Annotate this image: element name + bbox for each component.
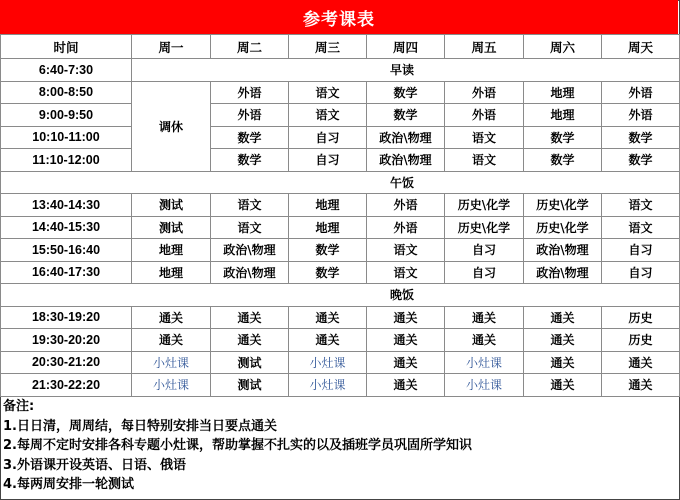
- cell-wednesday: 通关: [289, 329, 367, 352]
- cell-tuesday: 数学: [211, 149, 289, 172]
- header-row: [1, 35, 680, 59]
- notes-heading: 备注:: [3, 399, 35, 414]
- notes-section: [3, 397, 673, 495]
- cell-wednesday: 语文: [289, 104, 367, 127]
- table-row: [1, 81, 680, 104]
- cell-friday: 自习: [445, 261, 524, 284]
- column-header-saturday: 周六: [524, 35, 602, 59]
- column-header-monday: 周一: [132, 35, 211, 59]
- cell-wednesday: 数学: [289, 239, 367, 262]
- cell-sunday: 通关: [602, 374, 680, 397]
- cell-thursday: 政治\物理: [367, 149, 445, 172]
- table-row: [1, 194, 680, 217]
- table-row: [1, 329, 680, 352]
- time-cell: 11:10-12:00: [1, 149, 132, 172]
- cell-thursday: 通关: [367, 374, 445, 397]
- cell-sunday: 语文: [602, 216, 680, 239]
- cell-monday: 通关: [132, 329, 211, 352]
- section-label-zaodu: 早读: [132, 59, 680, 82]
- cell-thursday: 通关: [367, 329, 445, 352]
- cell-saturday: 通关: [524, 306, 602, 329]
- cell-thursday: 语文: [367, 261, 445, 284]
- column-header-time: 时间: [1, 35, 132, 59]
- cell-sunday: 自习: [602, 261, 680, 284]
- cell-tuesday: 数学: [211, 126, 289, 149]
- cell-saturday: 历史\化学: [524, 194, 602, 217]
- cell-tuesday: 语文: [211, 216, 289, 239]
- column-header-tuesday: 周二: [211, 35, 289, 59]
- cell-thursday: 语文: [367, 239, 445, 262]
- time-cell: 18:30-19:20: [1, 306, 132, 329]
- time-cell: 14:40-15:30: [1, 216, 132, 239]
- cell-wednesday: 地理: [289, 194, 367, 217]
- cell-sunday: 数学: [602, 126, 680, 149]
- cell-monday-merged: 调休: [132, 81, 211, 171]
- cell-saturday: 数学: [524, 149, 602, 172]
- timetable: [0, 34, 680, 397]
- page-title: 参考课表: [0, 0, 678, 35]
- column-header-friday: 周五: [445, 35, 524, 59]
- cell-sunday: 语文: [602, 194, 680, 217]
- table-row: [1, 374, 680, 397]
- cell-saturday: 通关: [524, 351, 602, 374]
- cell-thursday: 数学: [367, 81, 445, 104]
- section-label-dinner: 晚饭: [1, 284, 680, 307]
- time-cell: 15:50-16:40: [1, 239, 132, 262]
- cell-wednesday: 地理: [289, 216, 367, 239]
- cell-tuesday: 测试: [211, 351, 289, 374]
- cell-sunday: 外语: [602, 81, 680, 104]
- cell-monday: 地理: [132, 239, 211, 262]
- cell-sunday: 通关: [602, 351, 680, 374]
- time-cell: 19:30-20:20: [1, 329, 132, 352]
- table-row: [1, 216, 680, 239]
- cell-monday: 地理: [132, 261, 211, 284]
- cell-friday: 通关: [445, 329, 524, 352]
- cell-tuesday: 通关: [211, 329, 289, 352]
- table-row: [1, 104, 680, 127]
- cell-saturday: 通关: [524, 374, 602, 397]
- note-item: 3.外语课开设英语、日语、俄语: [3, 457, 186, 473]
- cell-saturday: 政治\物理: [524, 239, 602, 262]
- table-row: [1, 351, 680, 374]
- cell-monday: 测试: [132, 216, 211, 239]
- cell-saturday: 政治\物理: [524, 261, 602, 284]
- cell-tuesday: 政治\物理: [211, 239, 289, 262]
- cell-thursday: 外语: [367, 216, 445, 239]
- cell-friday: 自习: [445, 239, 524, 262]
- cell-tuesday: 外语: [211, 104, 289, 127]
- table-row: [1, 306, 680, 329]
- section-row-lunch: [1, 171, 680, 194]
- time-cell: 8:00-8:50: [1, 81, 132, 104]
- cell-sunday: 历史: [602, 306, 680, 329]
- time-cell: 6:40-7:30: [1, 59, 132, 82]
- table-row: [1, 239, 680, 262]
- cell-monday: 通关: [132, 306, 211, 329]
- note-item: 4.每两周安排一轮测试: [3, 477, 134, 492]
- time-cell: 10:10-11:00: [1, 126, 132, 149]
- table-row: [1, 126, 680, 149]
- cell-wednesday: 小灶课: [289, 351, 367, 374]
- time-cell: 13:40-14:30: [1, 194, 132, 217]
- cell-friday: 语文: [445, 149, 524, 172]
- cell-saturday: 地理: [524, 81, 602, 104]
- cell-friday: 语文: [445, 126, 524, 149]
- section-row-zaodu: [1, 59, 680, 82]
- cell-thursday: 通关: [367, 351, 445, 374]
- cell-monday: 测试: [132, 194, 211, 217]
- cell-tuesday: 外语: [211, 81, 289, 104]
- note-item: 2.每周不定时安排各科专题小灶课，帮助掌握不扎实的以及插班学员巩固所学知识: [3, 438, 472, 453]
- cell-thursday: 外语: [367, 194, 445, 217]
- cell-sunday: 外语: [602, 104, 680, 127]
- column-header-thursday: 周四: [367, 35, 445, 59]
- cell-tuesday: 通关: [211, 306, 289, 329]
- cell-friday: 外语: [445, 104, 524, 127]
- section-label-lunch: 午饭: [1, 171, 680, 194]
- cell-sunday: 历史: [602, 329, 680, 352]
- column-header-wednesday: 周三: [289, 35, 367, 59]
- cell-thursday: 数学: [367, 104, 445, 127]
- cell-wednesday: 语文: [289, 81, 367, 104]
- cell-thursday: 政治\物理: [367, 126, 445, 149]
- cell-saturday: 通关: [524, 329, 602, 352]
- cell-saturday: 数学: [524, 126, 602, 149]
- cell-thursday: 通关: [367, 306, 445, 329]
- cell-friday: 历史\化学: [445, 216, 524, 239]
- cell-saturday: 地理: [524, 104, 602, 127]
- table-row: [1, 261, 680, 284]
- time-cell: 16:40-17:30: [1, 261, 132, 284]
- cell-sunday: 自习: [602, 239, 680, 262]
- cell-monday: 小灶课: [132, 351, 211, 374]
- cell-wednesday: 数学: [289, 261, 367, 284]
- cell-friday: 小灶课: [445, 351, 524, 374]
- cell-tuesday: 语文: [211, 194, 289, 217]
- cell-saturday: 历史\化学: [524, 216, 602, 239]
- cell-friday: 外语: [445, 81, 524, 104]
- cell-friday: 历史\化学: [445, 194, 524, 217]
- section-row-dinner: [1, 284, 680, 307]
- cell-tuesday: 测试: [211, 374, 289, 397]
- cell-sunday: 数学: [602, 149, 680, 172]
- table-row: [1, 149, 680, 172]
- column-header-sunday: 周天: [602, 35, 680, 59]
- time-cell: 9:00-9:50: [1, 104, 132, 127]
- time-cell: 21:30-22:20: [1, 374, 132, 397]
- cell-wednesday: 通关: [289, 306, 367, 329]
- cell-wednesday: 小灶课: [289, 374, 367, 397]
- cell-tuesday: 政治\物理: [211, 261, 289, 284]
- note-item: 1.日日清，周周结，每日特别安排当日要点通关: [3, 418, 277, 434]
- cell-friday: 小灶课: [445, 374, 524, 397]
- cell-monday: 小灶课: [132, 374, 211, 397]
- cell-friday: 通关: [445, 306, 524, 329]
- cell-wednesday: 自习: [289, 149, 367, 172]
- cell-wednesday: 自习: [289, 126, 367, 149]
- time-cell: 20:30-21:20: [1, 351, 132, 374]
